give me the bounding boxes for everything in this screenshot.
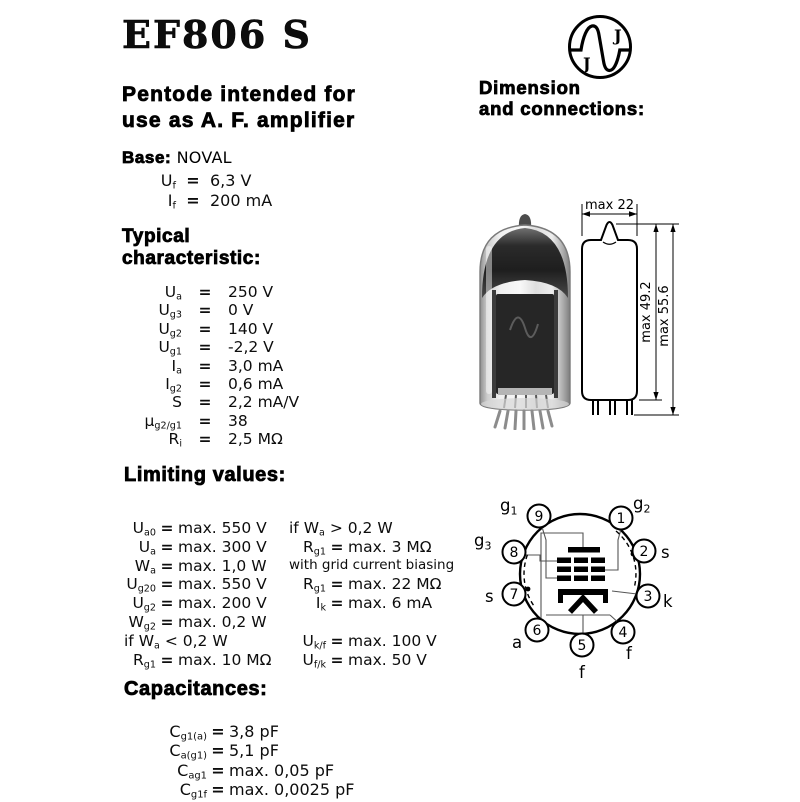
row-label: $U_a$ (138, 537, 156, 558)
row-equals: = (198, 301, 212, 320)
row-equals: = (160, 575, 174, 594)
dimension-heading-line2: and connections: (479, 98, 645, 119)
typical-heading-line1: Typical (122, 226, 191, 247)
row-equals: = (198, 356, 212, 375)
svg-text:4: 4 (618, 625, 628, 641)
capacitances-heading: Capacitances: (124, 678, 268, 700)
row-equals: = (330, 594, 344, 613)
capacitance-table (163, 724, 354, 802)
row-equals: = (186, 191, 200, 210)
base-type: NOVAL (176, 148, 232, 167)
arrow-bulb-bottom (653, 392, 658, 400)
pin-label-f-right: f (626, 644, 632, 663)
row-label: $C_{a(g1)}$ (169, 741, 207, 762)
row-value: max. 550 V (178, 519, 267, 537)
limiting-left-table (124, 521, 272, 671)
pin-2 (633, 540, 656, 563)
row-label: $U_{g2}$ (158, 319, 182, 340)
svg-text:9: 9 (534, 509, 544, 525)
tip-dimple (603, 242, 616, 244)
pin-8 (503, 541, 526, 564)
table-row (122, 340, 299, 358)
row-equals: = (330, 631, 344, 650)
pin-label-k: k (663, 592, 673, 611)
tube-anode (496, 294, 554, 394)
logo-letter-bottom: J (583, 54, 591, 73)
row-equals: = (160, 650, 174, 669)
row-value: 38 (228, 411, 248, 430)
row-value: max. 0,2 W (178, 612, 267, 631)
row-value: 0,6 mA (228, 374, 284, 393)
row-value: 2,5 MΩ (228, 430, 283, 449)
row-equals: = (198, 393, 212, 412)
row-value: 250 V (228, 283, 274, 301)
svg-text:2: 2 (639, 544, 649, 560)
row-label: $R_{g1}$ (133, 650, 156, 670)
table-row (124, 650, 272, 672)
row-equals: = (330, 575, 344, 594)
svg-text:5: 5 (577, 638, 587, 654)
limiting-heading: Limiting values: (124, 464, 286, 486)
dimension-heading-line1: Dimension (479, 77, 581, 98)
row-label: $U_{g3}$ (158, 301, 182, 321)
arrow-overall-bottom (670, 407, 675, 415)
typical-heading (122, 226, 261, 270)
row-label: $R_{g1}$ (303, 575, 326, 595)
pin-5 (571, 634, 594, 657)
pin-label-a: a (512, 633, 523, 652)
table-row (122, 432, 299, 450)
row-label: $I_k$ (315, 594, 326, 614)
row-label: $R_i$ (168, 430, 182, 450)
dimension-drawing (572, 196, 700, 428)
base-heading (122, 148, 232, 168)
table-row (163, 782, 354, 801)
row-equals: = (198, 319, 212, 338)
row-equals: = (211, 780, 225, 800)
row-value: 3,8 pF (229, 722, 279, 741)
pinout-diagram (462, 470, 714, 690)
grid-dashes (557, 558, 605, 582)
tube-rod-left (492, 290, 496, 398)
row-value: 6,3 V (210, 171, 252, 190)
row-equals: = (160, 612, 174, 631)
table-row (124, 173, 272, 193)
tube-pins (495, 411, 552, 429)
row-value: 2,2 mA/V (228, 393, 300, 412)
row-equals: = (160, 594, 174, 613)
tube-photo (474, 212, 578, 430)
row-value: max. 22 MΩ (348, 575, 442, 594)
subtitle-line2: use as A. F. amplifier (122, 109, 356, 132)
row-label: $W_{g2}$ (128, 612, 156, 633)
row-label: $I_f$ (167, 191, 176, 212)
shield-dot-left (526, 587, 531, 592)
table-row (289, 596, 454, 615)
svg-text:1: 1 (616, 511, 626, 527)
pin-7 (503, 583, 526, 606)
pin-label-f-bottom: f (579, 663, 585, 682)
row-label: $U_a$ (164, 283, 182, 303)
jj-logo (565, 12, 635, 82)
row-equals: = (211, 760, 225, 780)
pin-6 (526, 619, 549, 642)
row-value: max. 6 mA (348, 594, 433, 613)
pin-1 (610, 507, 633, 530)
row-equals: = (160, 537, 174, 556)
socket-circle (520, 514, 640, 634)
typical-table (122, 285, 299, 451)
row-label: $U_{f/k}$ (302, 650, 326, 670)
row-label: $I_a$ (171, 356, 182, 376)
row-value: max. 0,05 pF (229, 760, 335, 780)
row-equals: = (198, 411, 212, 430)
row-label: $U_{g1}$ (158, 338, 182, 358)
tube-mica (498, 388, 552, 395)
row-value: 200 mA (210, 191, 273, 210)
row-label: $\mu_{g2/g1}$ (144, 411, 182, 432)
row-value: max. 1,0 W (178, 556, 267, 575)
row-equals: = (186, 171, 200, 190)
row-label: $C_{ag1}$ (177, 760, 207, 782)
row-label: $C_{g1(a)}$ (169, 722, 207, 743)
row-label: $C_{g1f}$ (179, 780, 207, 801)
logo-letter-top: J (614, 26, 622, 45)
row-value: max. 550 V (178, 575, 267, 594)
bulb-height-label: max 49.2 (639, 281, 654, 343)
base-label: Base: (122, 148, 172, 167)
heater-chevron (570, 598, 596, 612)
svg-text:8: 8 (509, 545, 519, 561)
row-value: max. 10 MΩ (178, 650, 272, 669)
pin-label-s-right: s (661, 543, 670, 562)
tube-outline (582, 222, 637, 400)
outline-pins (593, 400, 632, 415)
row-equals: = (160, 556, 174, 575)
row-value: max. 3 MΩ (348, 537, 432, 556)
row-label: $I_{g2}$ (165, 374, 182, 395)
row-equals: = (330, 537, 344, 556)
row-label: $W_a$ (134, 556, 156, 576)
row-value: max. 0,0025 pF (229, 780, 355, 800)
row-label: $U_{g2}$ (132, 594, 156, 614)
tube-base-glass (481, 398, 569, 410)
pin-label-g3: $g_3$ (474, 531, 492, 553)
overall-height-label: max 55.6 (657, 285, 672, 347)
row-equals: = (330, 650, 344, 669)
row-value: max. 50 V (348, 650, 427, 669)
table-row (289, 650, 454, 672)
row-value: 0 V (228, 301, 254, 320)
width-label: max 22 (585, 198, 634, 213)
row-text: if $W_a < 0,2$ W (124, 631, 228, 652)
anode-bar (568, 547, 600, 553)
row-text: with grid current biasing (289, 556, 455, 573)
pin-4 (612, 621, 635, 644)
table-row (163, 743, 354, 762)
dimension-heading (479, 77, 645, 119)
limiting-right-table (289, 521, 454, 671)
row-value: 140 V (228, 319, 274, 338)
row-text: if $W_a > 0,2$ W (289, 519, 393, 539)
page-title: EF806 S (122, 12, 312, 57)
row-equals: = (160, 519, 174, 537)
row-label: S (172, 393, 182, 412)
row-label: $U_{a0}$ (132, 519, 156, 539)
row-value: max. 100 V (348, 631, 437, 650)
pin-label-g2: $g_2$ (633, 494, 651, 516)
row-label: $U_{g20}$ (126, 575, 156, 595)
table-row (124, 193, 272, 213)
table-row (124, 631, 272, 653)
arrow-overall-top (670, 224, 675, 232)
row-value: 5,1 pF (229, 741, 279, 761)
subtitle-line1: Pentode intended for (122, 83, 356, 106)
row-equals: = (198, 338, 212, 357)
base-table (124, 173, 272, 213)
pin-label-s-left: s (485, 587, 494, 606)
typical-heading-line2: characteristic: (122, 248, 261, 269)
row-label: $U_{k/f}$ (302, 631, 326, 652)
glass-highlight (486, 246, 492, 394)
tube-rod-right (554, 290, 558, 398)
row-value: max. 300 V (178, 537, 267, 556)
shield-arc-right (616, 531, 636, 589)
row-equals: = (198, 374, 212, 393)
row-equals: = (198, 283, 212, 301)
arrow-bulb-top (653, 224, 658, 232)
pin-3 (637, 585, 660, 608)
svg-text:7: 7 (509, 587, 519, 603)
svg-text:6: 6 (532, 623, 542, 639)
row-label: $U_f$ (160, 171, 176, 192)
row-value: 3,0 mA (228, 356, 284, 375)
row-value: -2,2 V (228, 338, 274, 357)
row-equals: = (198, 430, 212, 449)
row-equals: = (211, 722, 225, 741)
row-equals: = (211, 741, 225, 761)
row-value: max. 200 V (178, 594, 267, 613)
pin-label-g1: $g_1$ (500, 496, 518, 518)
pin-9 (528, 505, 551, 528)
page-subtitle (122, 82, 356, 134)
svg-text:3: 3 (643, 589, 653, 605)
row-label: $R_{g1}$ (303, 537, 326, 558)
